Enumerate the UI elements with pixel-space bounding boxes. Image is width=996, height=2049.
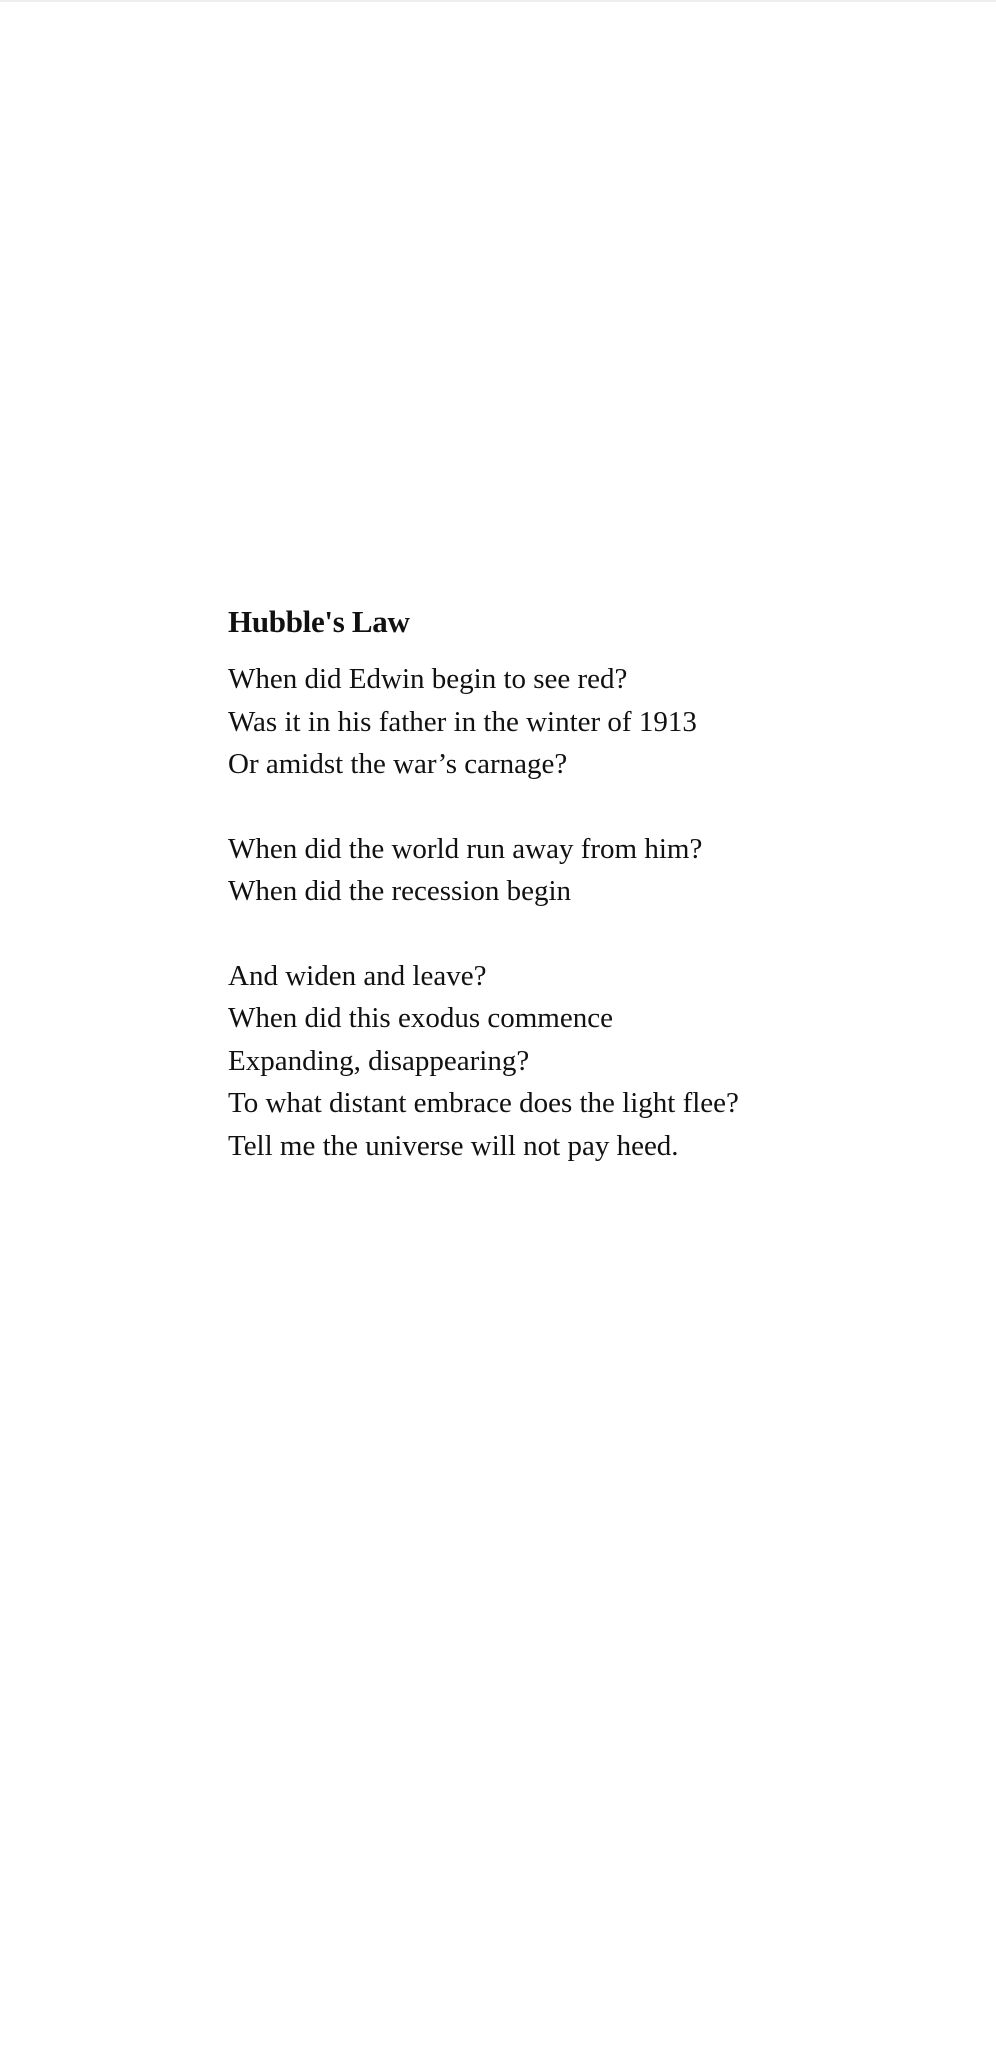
poem <box>228 602 928 1209</box>
poem-line: To what distant embrace does the light flee? <box>228 1087 739 1119</box>
poem-title: Hubble's Law <box>228 604 410 639</box>
top-divider <box>0 0 996 2</box>
poem-line: Expanding, disappearing? <box>228 1044 530 1077</box>
poem-line: When did this exodus commence <box>228 1002 613 1034</box>
stanza-2 <box>228 828 928 913</box>
poem-line: When did Edwin begin to see red? <box>228 663 628 695</box>
poem-line: Was it in his father in the winter of 1913 <box>228 705 697 738</box>
stanza-3 <box>228 955 928 1168</box>
poem-line: When did the recession begin <box>228 875 572 907</box>
poem-line: And widen and leave? <box>228 959 487 992</box>
poem-line: Tell me the universe will not pay heed. <box>228 1129 679 1162</box>
poem-line: Or amidst the war’s carnage? <box>228 748 568 780</box>
stanza-1 <box>228 658 928 786</box>
poem-line: When did the world run away from him? <box>228 832 703 865</box>
